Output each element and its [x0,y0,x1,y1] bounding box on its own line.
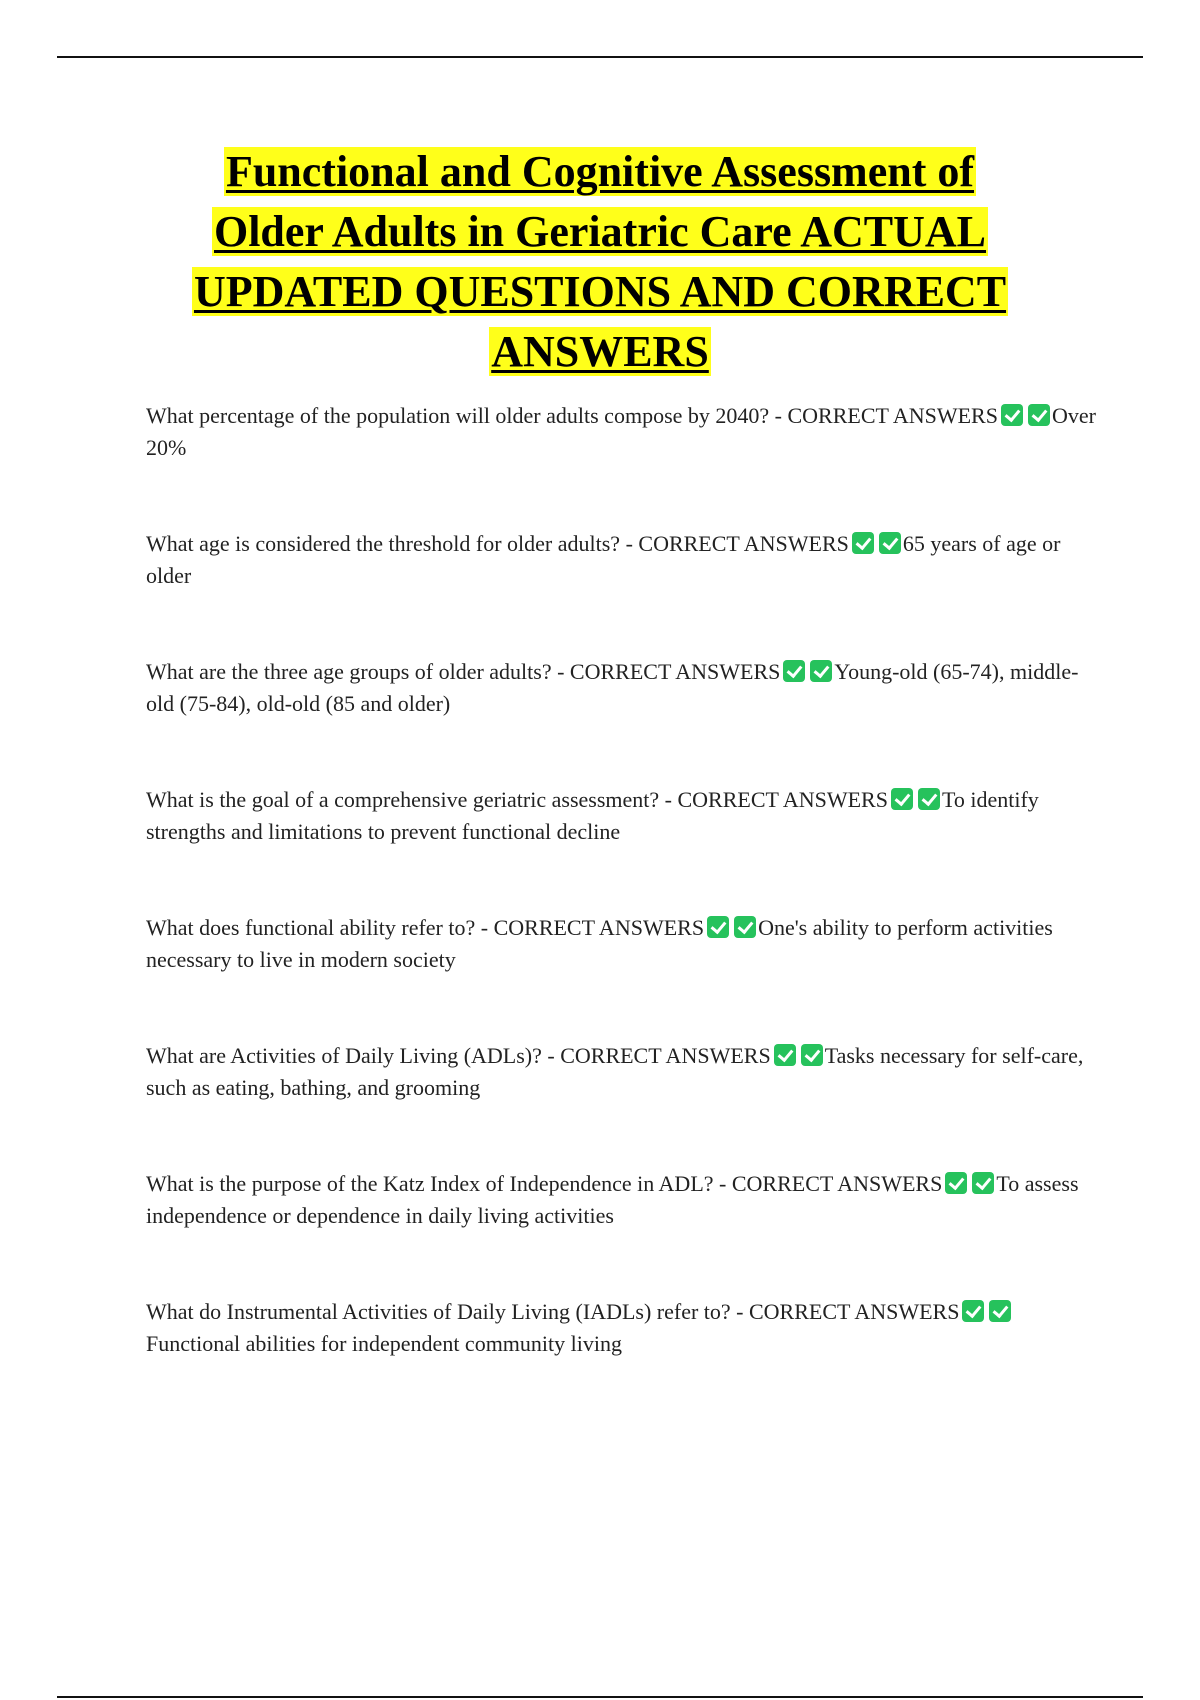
qa-item [146,656,1096,720]
check-mark-icon [879,532,901,554]
qa-item [146,1296,1096,1360]
question-text: What is the goal of a comprehensive geriatric assessment? - CORRECT ANSWERS [146,787,888,812]
answer-text: To identify strengths and limitations to prevent functional decline [146,787,1039,844]
question-text: What do Instrumental Activities of Daily Living (IADLs) refer to? - CORRECT ANSWERS [146,1299,960,1324]
question-text: What percentage of the population will older adults compose by 2040? - CORRECT ANSWERS [146,403,998,428]
document-title [100,142,1100,382]
check-mark-icon [1001,404,1023,426]
answer-text: Functional abilities for independent community living [146,1331,622,1356]
qa-item [146,528,1096,592]
title-line: Functional and Cognitive Assessment of [225,147,975,196]
qa-item [146,912,1096,976]
bottom-rule [57,1696,1143,1698]
answer-text: One's ability to perform activities necessary to live in modern society [146,915,1053,972]
check-mark-icon [972,1172,994,1194]
qa-item [146,400,1096,464]
question-text: What are the three age groups of older adults? - CORRECT ANSWERS [146,659,781,684]
title-line: ANSWERS [491,327,709,376]
title-line: UPDATED QUESTIONS AND CORRECT [193,267,1007,316]
check-mark-icon [1028,404,1050,426]
answer-text: Over 20% [146,403,1096,460]
check-mark-icon [810,660,832,682]
check-mark-icon [801,1044,823,1066]
check-mark-icon [918,788,940,810]
question-text: What does functional ability refer to? - CORRECT ANSWERS [146,915,705,940]
question-text: What age is considered the threshold for older adults? - CORRECT ANSWERS [146,531,849,556]
qa-item [146,1040,1096,1104]
question-text: What is the purpose of the Katz Index of Independence in ADL? - CORRECT ANSWERS [146,1171,943,1196]
check-mark-icon [989,1300,1011,1322]
check-mark-icon [707,916,729,938]
answer-text: To assess independence or dependence in daily living activities [146,1171,1079,1228]
qa-item [146,784,1096,848]
question-text: What are Activities of Daily Living (ADLs)? - CORRECT ANSWERS [146,1043,771,1068]
answer-text: Young-old (65-74), middle-old (75-84), old-old (85 and older) [146,659,1079,716]
top-rule [57,56,1143,58]
answer-text: Tasks necessary for self-care, such as eating, bathing, and grooming [146,1043,1084,1100]
answer-text: 65 years of age or older [146,531,1061,588]
qa-list [146,400,1096,1424]
check-mark-icon [852,532,874,554]
check-mark-icon [774,1044,796,1066]
qa-item [146,1168,1096,1232]
check-mark-icon [734,916,756,938]
check-mark-icon [891,788,913,810]
check-mark-icon [783,660,805,682]
check-mark-icon [945,1172,967,1194]
check-mark-icon [962,1300,984,1322]
title-line: Older Adults in Geriatric Care ACTUAL [213,207,987,256]
